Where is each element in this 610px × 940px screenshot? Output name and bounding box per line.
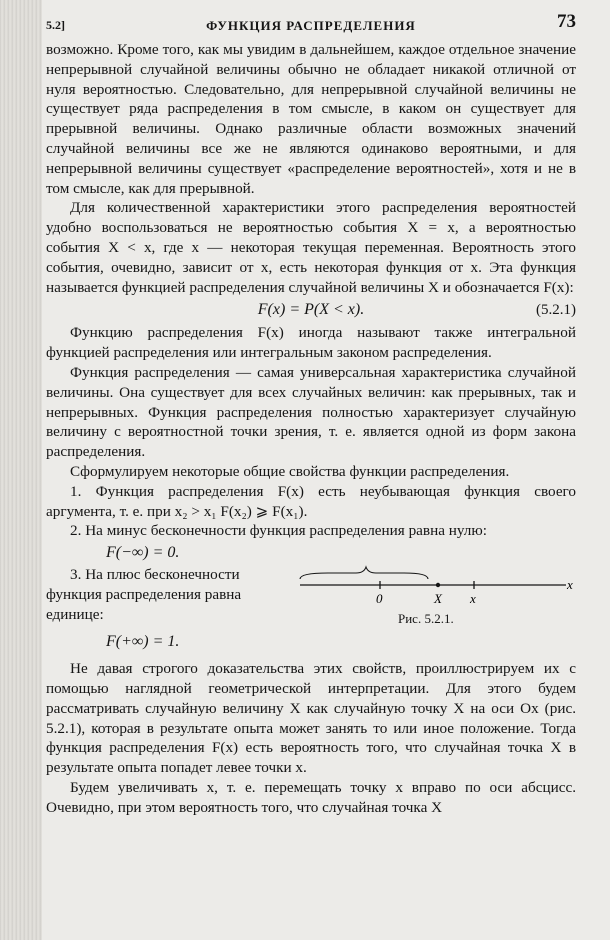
paragraph-7: Будем увеличивать x, т. е. перемещать точку x вправо по оси абсцисс. Очевидно, при этом вероятность того, что случайная точка X xyxy=(46,778,576,816)
formula-minus-infinity xyxy=(46,541,576,565)
formula-minus-infinity-text: F(−∞) = 0. xyxy=(106,544,180,562)
point-X-label: X xyxy=(434,591,442,607)
running-title: ФУНКЦИЯ РАСПРЕДЕЛЕНИЯ xyxy=(206,18,416,33)
origin-label: 0 xyxy=(376,591,383,607)
page-number: 73 xyxy=(557,11,576,32)
paragraph-4: Функция распределения — самая универсальная характеристика случайной величины. Она существует для всех случайных величин: как прерывных, так и непрерывных. Функция распределения полностью характеризует случайную величину с вероятностной точки зрения, т. е. является одной из форм закона распределения. xyxy=(46,363,576,461)
property-3-with-figure xyxy=(46,565,576,631)
property-3: 3. На плюс бесконечности функция распределения равна единице: xyxy=(46,566,242,623)
paragraph-6: Не давая строгого доказательства этих свойств, проиллюстрируем их с помощью наглядной геометрической интерпретации. Для этого будем рассматривать случайную величину X как случайную точку X на оси Ox (рис. 5.2.1), которая в результате опыта может занять то или иное положение. Тогда функция распределения F(x) есть вероятность того, что случайная точка X в результате опыта попадет левее точки x. xyxy=(46,660,576,777)
paragraph-1: возможно. Кроме того, как мы увидим в дальнейшем, каждое отдельное значение непрерывной случайной величины обычно не обладает никакой отличной от нуля вероятностью. Следовательно, для непрерывной случайной величины не существует ряда распределения в том смысле, в каком он существует для прерывной величины. Однако различные области возможных значений случайной величины все же не являются одинаково вероятными, и для непрерывной величины существует «распределение вероятностей», хотя и не в том смысле, как для прерывной. xyxy=(46,41,576,197)
brace-mark xyxy=(300,567,428,579)
axis-label: x xyxy=(567,577,573,593)
book-spine-shadow xyxy=(0,0,42,940)
formula-number: (5.2.1) xyxy=(536,302,576,319)
formula-plus-infinity xyxy=(46,631,576,653)
page-header xyxy=(46,11,576,40)
axis-diagram xyxy=(298,565,576,609)
formula-5-2-1-text: F(x) = P(X < x). xyxy=(257,301,365,319)
page xyxy=(46,11,576,818)
figure-5-2-1 xyxy=(298,565,576,631)
property-2: 2. На минус бесконечности функция распределения равна нулю: xyxy=(70,522,487,540)
paragraph-2: Для количественной характеристики этого распределения вероятностей удобно воспользоваться не вероятностью события X = x, а вероятностью события X < x, где x — некоторая текущая переменная. Вероятность этого события, очевидно, зависит от x, есть некоторая функция от x. Эта функция называется функцией распределения случайной величины X и обозначается F(x): xyxy=(46,199,576,296)
section-number: 5.2] xyxy=(46,18,65,32)
point-x-label: x xyxy=(470,591,476,607)
formula-5-2-1 xyxy=(46,299,576,321)
figure-caption: Рис. 5.2.1. xyxy=(398,611,454,627)
paragraph-3: Функцию распределения F(x) иногда называют также интегральной функцией распределения или интегральным законом распределения. xyxy=(46,324,576,362)
formula-plus-infinity-text: F(+∞) = 1. xyxy=(106,633,180,651)
point-X-dot xyxy=(436,583,440,587)
paragraph-5: Сформулируем некоторые общие свойства функции распределения. xyxy=(70,462,510,480)
property-1: 1. Функция распределения F(x) есть неубывающая функция своего аргумента, т. е. при x₂ > x₁ F(x₂) ⩾ F(x₁). xyxy=(46,482,576,520)
